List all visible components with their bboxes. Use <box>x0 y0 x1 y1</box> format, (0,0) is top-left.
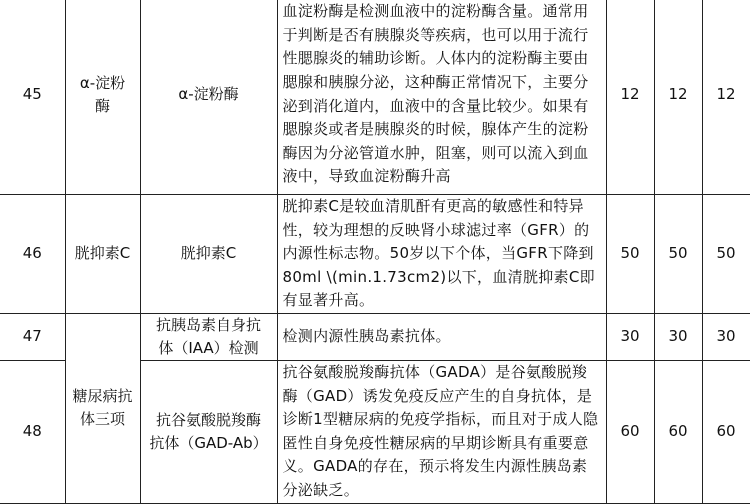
row-number: 47 <box>0 313 65 360</box>
price-cell-3: 30 <box>702 313 750 360</box>
table-row <box>0 0 750 195</box>
row-number: 48 <box>0 360 65 503</box>
description-cell: 血淀粉酶是检测血液中的淀粉酶含量。通常用于判断是否有胰腺炎等疾病，也可以用于流行性腮腺炎的辅助诊断。人体内的淀粉酶主要由腮腺和胰腺分泌，这种酶正常情况下，主要分泌到消化道内，血液中的含量比较少。如果有腮腺炎或者是胰腺炎的时候，腺体产生的淀粉酶因为分泌管道水肿，阻塞，则可以流入到血液中，导致血淀粉酶升高 <box>277 0 606 195</box>
price-cell-3: 50 <box>702 195 750 314</box>
category-cell: α-淀粉 酶 <box>65 0 140 195</box>
price-cell-2: 50 <box>654 195 702 314</box>
item-name-cell: α-淀粉酶 <box>140 0 277 195</box>
price-cell-3: 12 <box>702 0 750 195</box>
table-row <box>0 195 750 314</box>
row-number: 45 <box>0 0 65 195</box>
item-name-cell: 抗谷氨酸脱羧酶 抗体（GAD-Ab） <box>140 360 277 503</box>
description-cell: 胱抑素C是较血清肌酐有更高的敏感性和特异性，较为理想的反映肾小球滤过率（GFR）的内源性标志物。50岁以下个体，当GFR下降到80ml \(min.1.73cm2)以下，血清胱抑素C即有显著升高。 <box>277 195 606 314</box>
price-cell-2: 12 <box>654 0 702 195</box>
table-row <box>0 313 750 360</box>
price-cell-1: 12 <box>606 0 654 195</box>
price-cell-1: 30 <box>606 313 654 360</box>
category-cell: 胱抑素C <box>65 195 140 314</box>
description-cell: 检测内源性胰岛素抗体。 <box>277 313 606 360</box>
category-cell: 糖尿病抗 体三项 <box>65 313 140 503</box>
price-cell-3: 60 <box>702 360 750 503</box>
item-name-cell: 抗胰岛素自身抗 体（IAA）检测 <box>140 313 277 360</box>
item-name-cell: 胱抑素C <box>140 195 277 314</box>
description-cell: 抗谷氨酸脱羧酶抗体（GADA）是谷氨酸脱羧酶（GAD）诱发免疫反应产生的自身抗体，是诊断1型糖尿病的免疫学指标，而且对于成人隐匿性自身免疫性糖尿病的早期诊断具有重要意义。GADA的存在，预示将发生内源性胰岛素分泌缺乏。 <box>277 360 606 503</box>
price-cell-2: 30 <box>654 313 702 360</box>
row-number: 46 <box>0 195 65 314</box>
price-cell-1: 50 <box>606 195 654 314</box>
price-cell-2: 60 <box>654 360 702 503</box>
price-cell-1: 60 <box>606 360 654 503</box>
